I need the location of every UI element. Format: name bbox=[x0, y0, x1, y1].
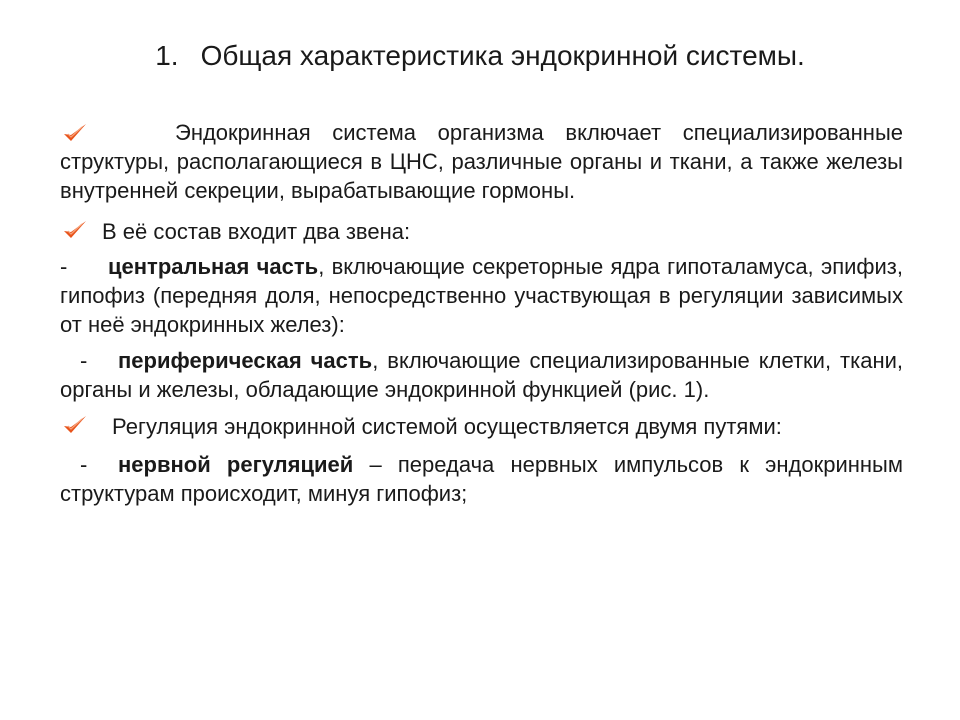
slide-content bbox=[60, 118, 903, 508]
paragraph-text: Эндокринная система организма включает специализированные структуры, располагающиеся в ЦНС, различные органы и ткани, а также железы внутренней секреции, вырабатывающие гормоны. bbox=[60, 120, 903, 203]
paragraph-text: В её состав входит два звена: bbox=[102, 219, 411, 244]
list-item-central-part bbox=[60, 252, 903, 339]
dash-marker: - bbox=[60, 254, 68, 279]
orange-checkmark-arrow-icon bbox=[62, 218, 88, 240]
paragraph-text: – передача нервных импульсов к эндокринным структурам происходит, минуя гипофиз; bbox=[60, 452, 903, 506]
paragraph-regulation-paths bbox=[60, 412, 903, 441]
paragraph-text: , включающие секреторные ядра гипоталамуса, эпифиз, гипофиз (передняя доля, непосредственно участвующая в регуляции зависимых от неё эндокринных желез): bbox=[60, 254, 903, 337]
dash-marker: - bbox=[80, 452, 88, 477]
title-number: 1. bbox=[155, 40, 179, 71]
list-item-peripheral-part bbox=[60, 346, 903, 404]
term-peripheral-part: периферическая часть bbox=[118, 348, 373, 373]
title-text: Общая характеристика эндокринной системы. bbox=[200, 40, 805, 71]
term-nervous-regulation: нервной регуляцией bbox=[118, 452, 354, 477]
paragraph-text: Регуляция эндокринной системой осуществляется двумя путями: bbox=[112, 414, 782, 439]
paragraph-endocrine-definition bbox=[60, 118, 903, 205]
dash-marker: - bbox=[80, 348, 88, 373]
list-item-nervous-regulation bbox=[60, 450, 903, 508]
orange-checkmark-arrow-icon bbox=[62, 413, 88, 435]
paragraph-text: , включающие специализированные клетки, ткани, органы и железы, обладающие эндокринной функцией (рис. 1). bbox=[60, 348, 903, 402]
slide-title bbox=[0, 38, 960, 74]
term-central-part: центральная часть bbox=[108, 254, 319, 279]
paragraph-two-links bbox=[60, 217, 903, 246]
orange-checkmark-arrow-icon bbox=[62, 121, 88, 143]
